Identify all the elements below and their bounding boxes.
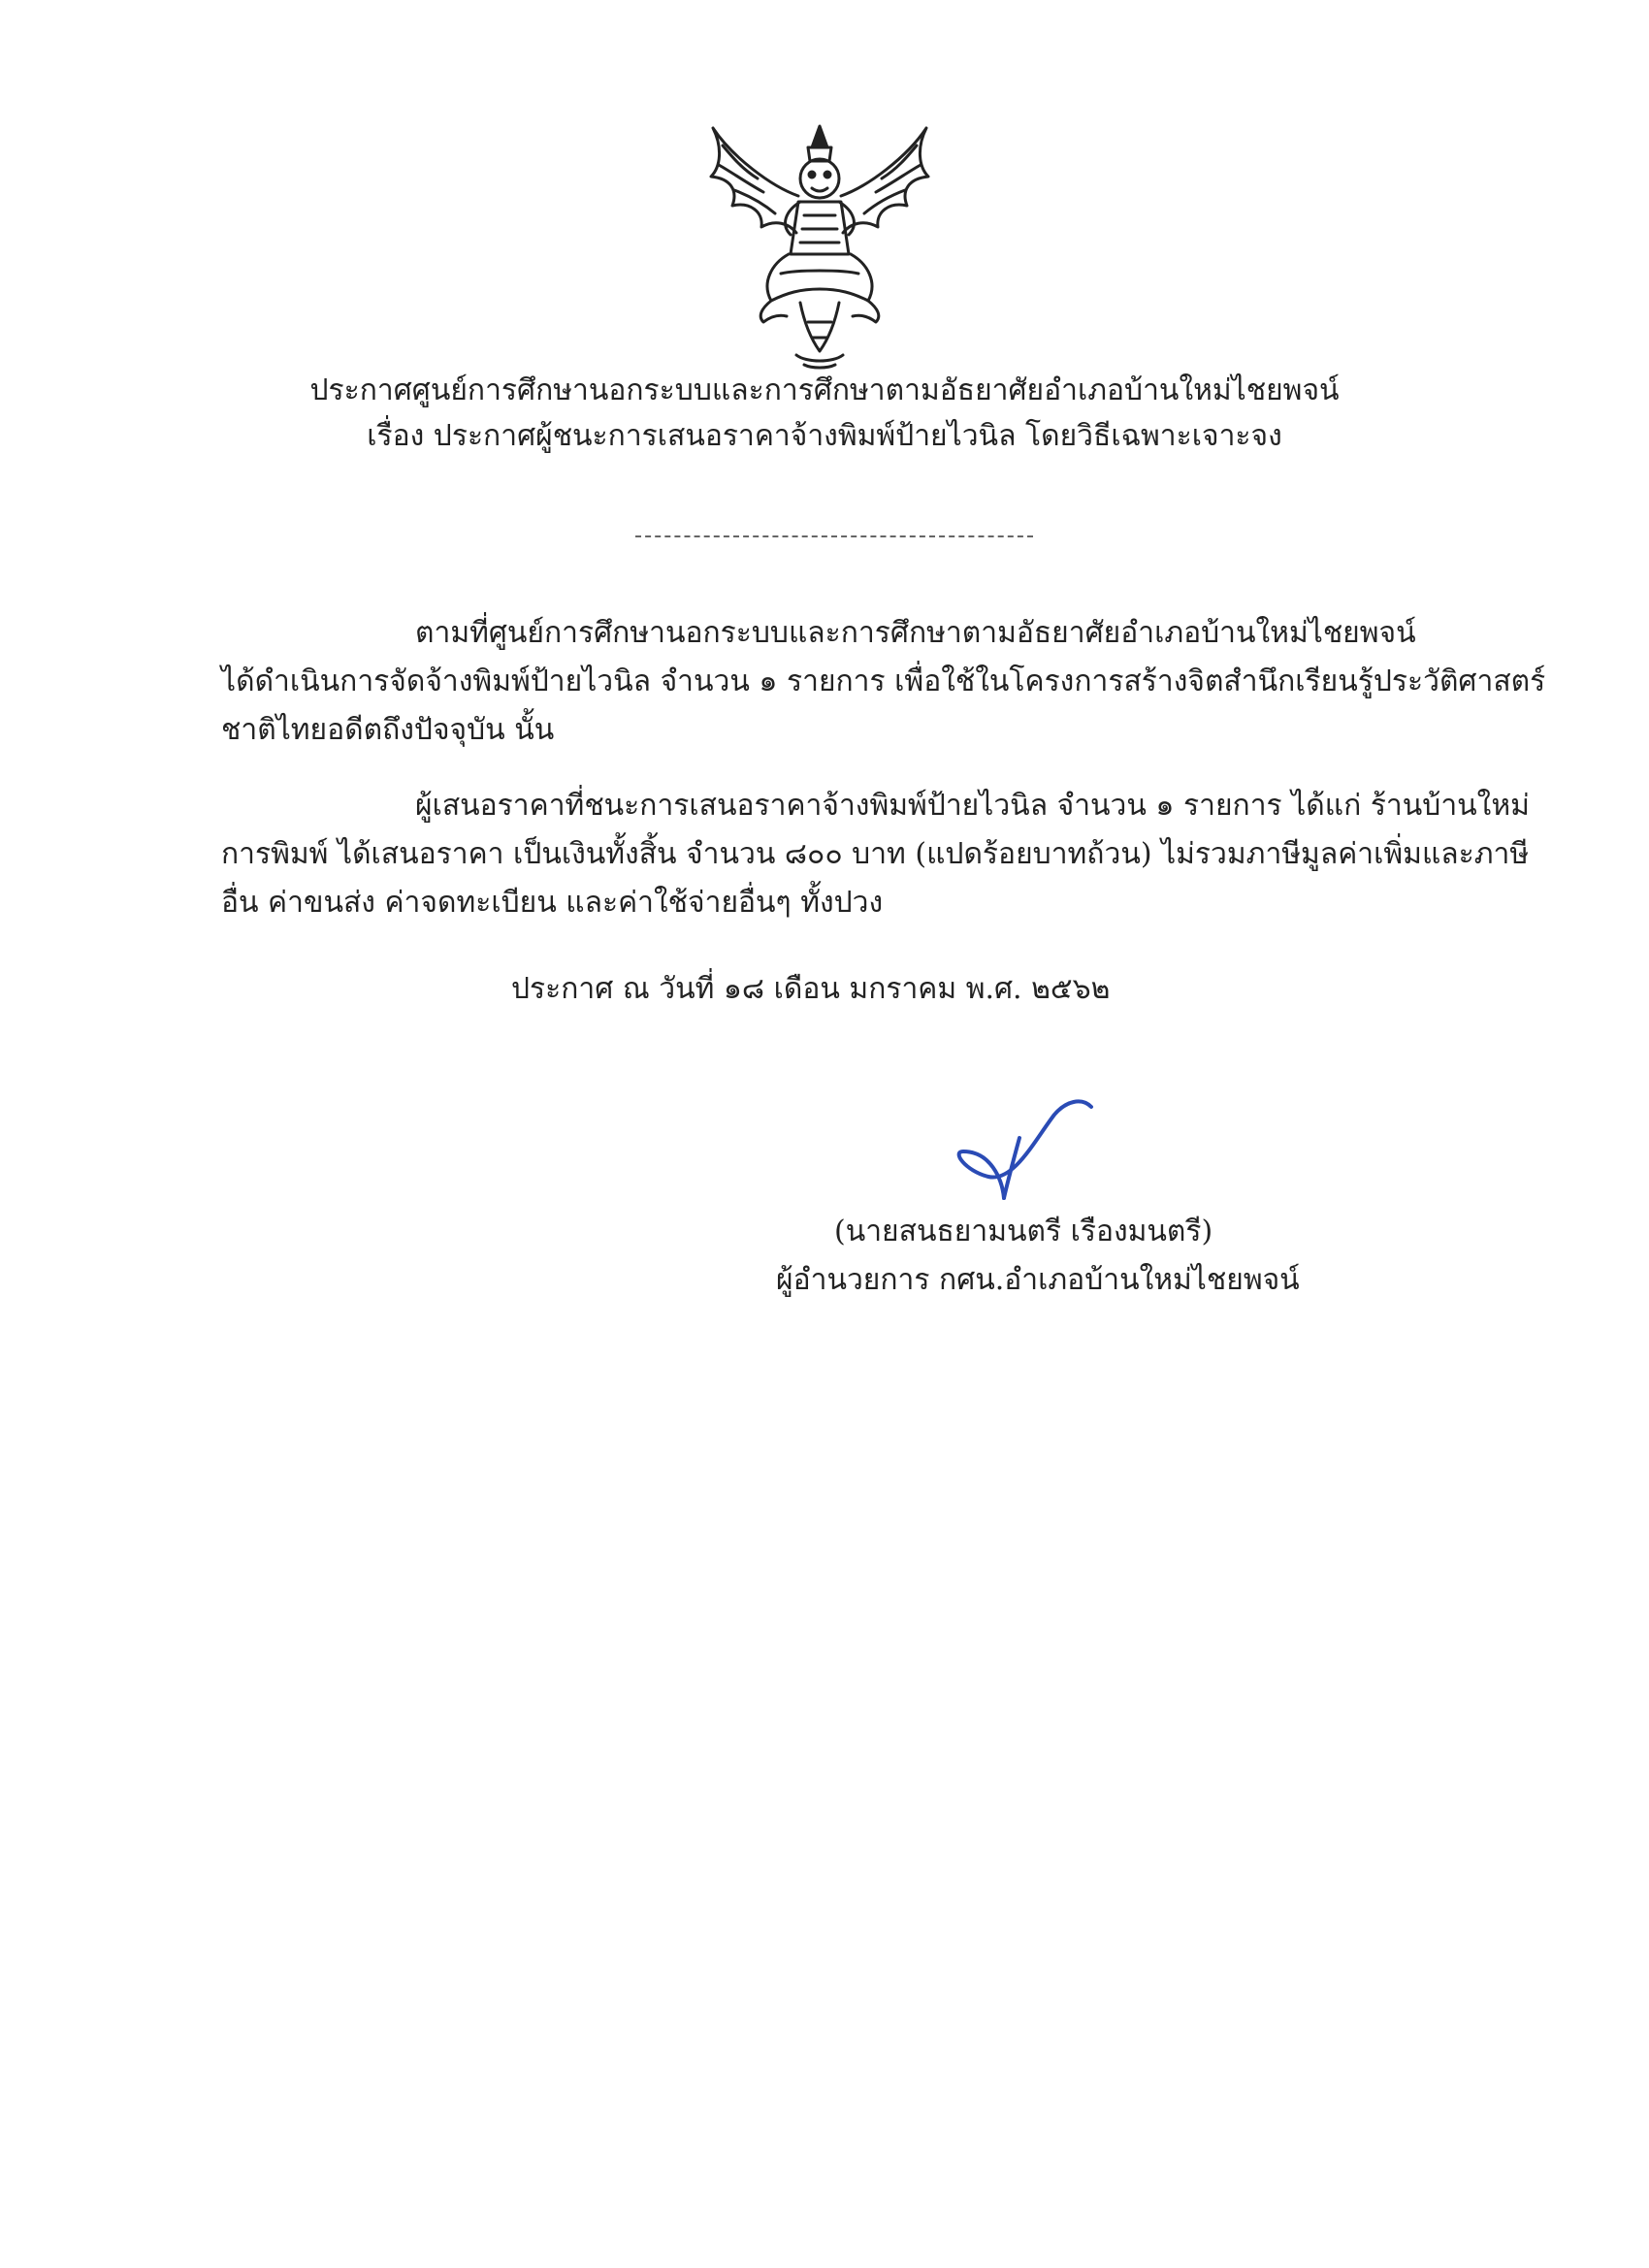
paragraph-2-line-3: อื่น ค่าขนส่ง ค่าจดทะเบียน และค่าใช้จ่ายอื่นๆ ทั้งปวง xyxy=(221,886,884,920)
paragraph-1-line-1: ตามที่ศูนย์การศึกษานอกระบบและการศึกษาตามอัธยาศัยอำเภอบ้านใหม่ไชยพจน์ xyxy=(415,616,1416,650)
paragraph-1 xyxy=(221,609,1546,755)
title-divider xyxy=(635,535,1033,537)
announcement-date: ประกาศ ณ วันที่ ๑๘ เดือน มกราคม พ.ศ. ๒๕๖๒ xyxy=(511,972,1111,1006)
garuda-emblem-icon xyxy=(703,118,936,373)
announcement-subject: เรื่อง ประกาศผู้ชนะการเสนอราคาจ้างพิมพ์ป้ายไวนิล โดยวิธีเฉพาะเจาะจง xyxy=(367,419,1282,453)
announcement-title: ประกาศศูนย์การศึกษานอกระบบและการศึกษาตามอัธยาศัยอำเภอบ้านใหม่ไชยพจน์ xyxy=(309,373,1340,407)
paragraph-1-line-2: ได้ดำเนินการจัดจ้างพิมพ์ป้ายไวนิล จำนวน ๑ รายการ เพื่อใช้ในโครงการสร้างจิตสำนึกเรียนรู้ประวัติศาสตร์ xyxy=(221,664,1546,698)
paragraph-2-line-2: การพิมพ์ ได้เสนอราคา เป็นเงินทั้งสิ้น จำนวน ๘๐๐ บาท (แปดร้อยบาทถ้วน) ไม่รวมภาษีมูลค่าเพิ่มและภาษี xyxy=(221,837,1530,871)
signatory-position: ผู้อำนวยการ กศน.อำเภอบ้านใหม่ไชยพจน์ xyxy=(776,1263,1300,1297)
paragraph-1-line-3: ชาติไทยอดีตถึงปัจจุบัน นั้น xyxy=(221,713,555,747)
paragraph-2-line-1: ผู้เสนอราคาที่ชนะการเสนอราคาจ้างพิมพ์ป้ายไวนิล จำนวน ๑ รายการ ได้แก่ ร้านบ้านใหม่ xyxy=(415,789,1530,823)
signatory-name: (นายสนธยามนตรี เรืองมนตรี) xyxy=(834,1215,1213,1248)
paragraph-2 xyxy=(221,782,1530,927)
handwritten-signature xyxy=(946,1091,1101,1208)
